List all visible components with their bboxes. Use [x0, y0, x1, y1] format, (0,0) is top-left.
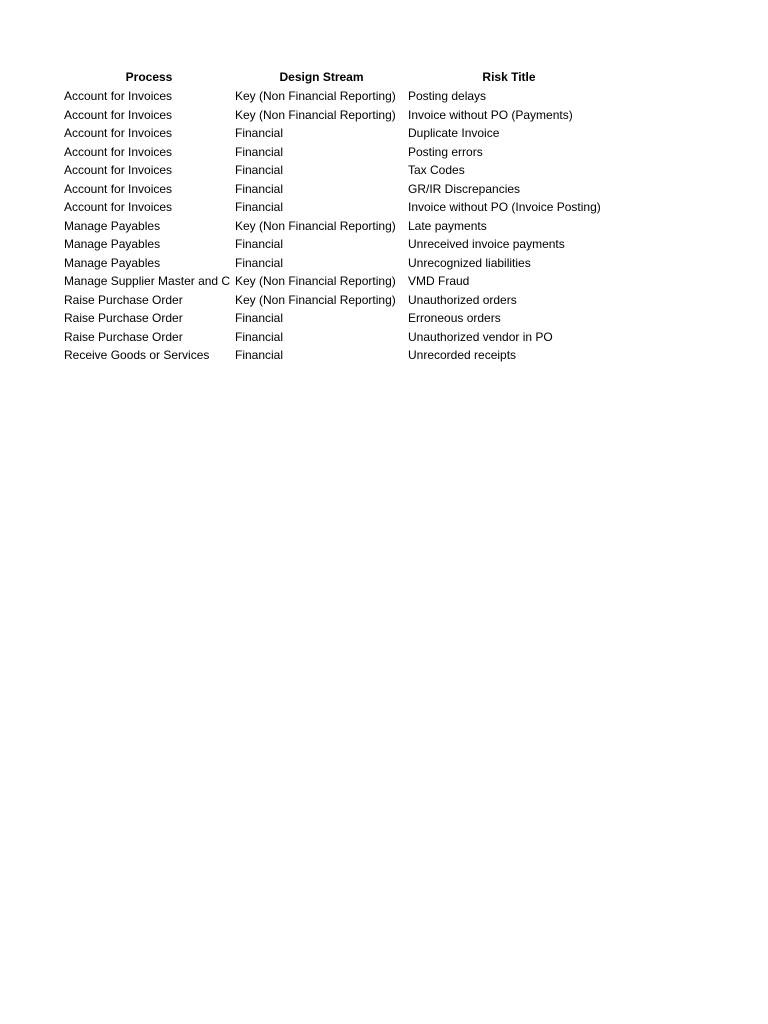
cell-risk-title: Invoice without PO (Payments) [408, 107, 573, 122]
cell-design-stream: Financial [235, 255, 284, 270]
cell-process: Manage Payables [64, 255, 161, 270]
cell-process: Raise Purchase Order [64, 311, 183, 325]
cell-risk-title: Duplicate Invoice [408, 126, 500, 140]
cell-risk-title: Unauthorized orders [408, 292, 517, 307]
cell-process: Account for Invoices [64, 181, 173, 196]
cell-design-stream: Financial [235, 311, 284, 325]
cell-design-stream: Financial [235, 348, 284, 362]
header-design-stream: Design Stream [279, 70, 364, 84]
table-row [64, 87, 744, 106]
table-row [64, 272, 744, 291]
cell-design-stream: Financial [235, 181, 284, 196]
cell-design-stream: Financial [235, 200, 284, 214]
cell-risk-title: Invoice without PO (Invoice Posting) [408, 200, 601, 214]
table-row [64, 235, 744, 254]
cell-design-stream: Key (Non Financial Reporting) [235, 218, 396, 233]
cell-process: Receive Goods or Services [64, 348, 210, 362]
cell-process: Account for Invoices [64, 163, 173, 177]
cell-risk-title: Posting delays [408, 89, 487, 103]
cell-process: Account for Invoices [64, 107, 173, 122]
cell-risk-title: Tax Codes [408, 163, 465, 177]
table-row [64, 328, 744, 347]
table-row [64, 180, 744, 199]
cell-risk-title: Unrecorded receipts [408, 348, 517, 362]
cell-design-stream: Financial [235, 237, 284, 251]
table-row [64, 309, 744, 328]
table-header-row [64, 68, 744, 87]
cell-process: Manage Payables [64, 218, 161, 233]
cell-risk-title: Unrecognized liabilities [408, 255, 531, 270]
cell-process: Account for Invoices [64, 126, 173, 140]
cell-design-stream: Financial [235, 329, 284, 344]
table-row [64, 143, 744, 162]
table-row [64, 106, 744, 125]
header-risk-title: Risk Title [482, 70, 536, 84]
table-row [64, 346, 744, 365]
table-body [64, 87, 744, 365]
cell-process: Raise Purchase Order [64, 292, 183, 307]
table-row [64, 124, 744, 143]
cell-design-stream: Key (Non Financial Reporting) [235, 107, 396, 122]
cell-risk-title: Posting errors [408, 144, 483, 159]
cell-design-stream: Key (Non Financial Reporting) [235, 89, 396, 103]
cell-design-stream: Key (Non Financial Reporting) [235, 274, 396, 288]
cell-design-stream: Financial [235, 126, 284, 140]
table-row [64, 161, 744, 180]
risk-table [64, 68, 744, 365]
cell-process: Account for Invoices [64, 144, 173, 159]
cell-process: Raise Purchase Order [64, 329, 183, 344]
cell-design-stream: Financial [235, 163, 284, 177]
cell-risk-title: Late payments [408, 218, 487, 233]
cell-process: Account for Invoices [64, 89, 173, 103]
table-row [64, 291, 744, 310]
cell-risk-title: Erroneous orders [408, 311, 501, 325]
cell-risk-title: Unauthorized vendor in PO [408, 329, 553, 344]
cell-risk-title: VMD Fraud [408, 274, 470, 288]
cell-design-stream: Key (Non Financial Reporting) [235, 292, 396, 307]
header-process: Process [125, 70, 173, 84]
cell-risk-title: GR/IR Discrepancies [408, 181, 521, 196]
table-row [64, 217, 744, 236]
cell-process: Manage Supplier Master and C [64, 274, 231, 288]
cell-process: Account for Invoices [64, 200, 173, 214]
cell-risk-title: Unreceived invoice payments [408, 237, 565, 251]
cell-design-stream: Financial [235, 144, 284, 159]
cell-process: Manage Payables [64, 237, 161, 251]
table-row [64, 254, 744, 273]
table-row [64, 198, 744, 217]
